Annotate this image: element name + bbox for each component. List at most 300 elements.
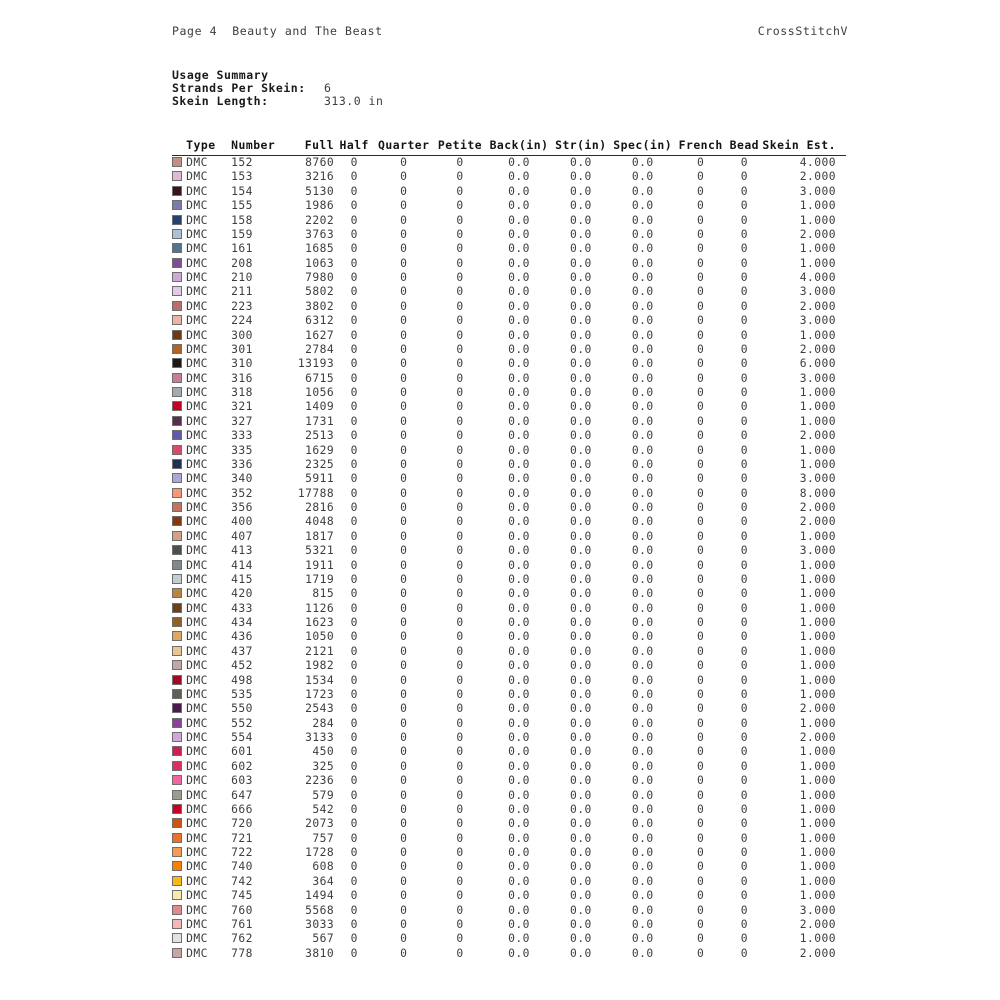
cell-number: 415: [231, 572, 253, 586]
cell-spec: 0.0: [631, 400, 654, 414]
cell-str: 0.0: [569, 673, 592, 687]
cell-french: 0: [697, 946, 705, 960]
cell-half: 0: [350, 759, 358, 773]
cell-full: 1986: [305, 199, 335, 213]
cell-bead: 0: [740, 170, 748, 184]
cell-str: 0.0: [569, 184, 592, 198]
thread-color-swatch-icon: [172, 344, 182, 354]
cell-full: 6715: [305, 371, 335, 385]
cell-back: 0.0: [508, 242, 530, 256]
cell-back: 0.0: [508, 731, 530, 744]
usage-table-head: [172, 138, 846, 156]
cell-quarter: 0: [400, 386, 408, 399]
cell-petite: 0: [456, 256, 464, 270]
cell-bead: 0: [740, 515, 748, 529]
cell-half: 0: [350, 328, 358, 342]
cell-spec: 0.0: [631, 199, 654, 213]
color-swatch-cell: [172, 832, 186, 846]
cell-type: DMC: [186, 328, 208, 342]
thread-color-swatch-icon: [172, 761, 182, 771]
cell-number: 434: [231, 616, 253, 629]
cell-number: 154: [231, 184, 253, 198]
cell-spec: 0.0: [631, 946, 654, 960]
cell-skein-est: 1.000: [799, 716, 836, 730]
cell-full: 2325: [305, 457, 335, 471]
cell-str: 0.0: [569, 846, 592, 859]
cell-str: 0.0: [569, 501, 592, 514]
cell-back: 0.0: [508, 457, 530, 471]
cell-back: 0.0: [508, 572, 530, 586]
cell-quarter: 0: [400, 673, 408, 687]
cell-str: 0.0: [569, 788, 592, 802]
cell-number: 400: [231, 515, 253, 529]
cell-str: 0.0: [569, 328, 592, 342]
cell-number: 356: [231, 501, 253, 514]
cell-type: DMC: [186, 486, 208, 500]
thread-color-swatch-icon: [172, 258, 182, 268]
cell-str: 0.0: [569, 213, 592, 227]
cell-bead: 0: [740, 328, 748, 342]
cell-skein-est: 3.000: [799, 472, 836, 486]
cell-skein-est: 1.000: [799, 889, 836, 903]
cell-str: 0.0: [569, 529, 592, 543]
color-swatch-cell: [172, 400, 186, 414]
cell-petite: 0: [456, 328, 464, 342]
cell-bead: 0: [740, 946, 748, 960]
cell-number: 335: [231, 443, 253, 457]
usage-table-header-row: [172, 138, 846, 156]
cell-skein-est: 2.000: [799, 946, 836, 960]
cell-back: 0.0: [508, 601, 530, 615]
cell-quarter: 0: [400, 558, 408, 572]
cell-number: 316: [231, 371, 253, 385]
cell-petite: 0: [456, 759, 464, 773]
thread-color-swatch-icon: [172, 775, 182, 785]
cell-str: 0.0: [569, 644, 592, 658]
cell-quarter: 0: [400, 817, 408, 831]
thread-color-swatch-icon: [172, 272, 182, 282]
table-row: [172, 257, 846, 271]
thread-color-swatch-icon: [172, 660, 182, 670]
cell-back: 0.0: [508, 659, 530, 673]
thread-color-swatch-icon: [172, 919, 182, 929]
cell-skein-est: 1.000: [799, 443, 836, 457]
cell-bead: 0: [740, 932, 748, 946]
cell-str: 0.0: [569, 472, 592, 486]
cell-petite: 0: [456, 673, 464, 687]
cell-number: 340: [231, 472, 253, 486]
cell-bead: 0: [740, 386, 748, 399]
cell-back: 0.0: [508, 529, 530, 543]
usage-summary-title: Usage Summary: [172, 68, 269, 82]
cell-back: 0.0: [508, 802, 530, 816]
page-header-left: Page 4 Beauty and The Beast: [172, 24, 383, 38]
cell-full: 1982: [305, 659, 335, 673]
table-row: [172, 630, 846, 644]
cell-type: DMC: [186, 644, 208, 658]
table-row: [172, 774, 846, 788]
cell-type: DMC: [186, 846, 208, 859]
cell-back: 0.0: [508, 874, 530, 888]
thread-color-swatch-icon: [172, 847, 182, 857]
thread-color-swatch-icon: [172, 330, 182, 340]
cell-back: 0.0: [508, 946, 530, 960]
cell-quarter: 0: [400, 831, 408, 845]
cell-back: 0.0: [508, 630, 530, 644]
cell-quarter: 0: [400, 414, 408, 428]
cell-petite: 0: [456, 817, 464, 831]
cell-number: 761: [231, 917, 253, 931]
cell-bead: 0: [740, 802, 748, 816]
table-row: [172, 717, 846, 731]
cell-spec: 0.0: [631, 429, 654, 443]
color-swatch-cell: [172, 573, 186, 587]
cell-back: 0.0: [508, 472, 530, 486]
thread-color-swatch-icon: [172, 646, 182, 656]
cell-back: 0.0: [508, 486, 530, 500]
table-row: [172, 400, 846, 414]
cell-str: 0.0: [569, 702, 592, 716]
cell-bead: 0: [740, 486, 748, 500]
cell-number: 161: [231, 242, 253, 256]
cell-number: 535: [231, 687, 253, 701]
cell-half: 0: [350, 544, 358, 558]
cell-petite: 0: [456, 917, 464, 931]
cell-quarter: 0: [400, 874, 408, 888]
cell-type: DMC: [186, 256, 208, 270]
cell-full: 17788: [297, 486, 335, 500]
cell-half: 0: [350, 932, 358, 946]
cell-back: 0.0: [508, 716, 530, 730]
cell-bead: 0: [740, 774, 748, 788]
cell-full: 2513: [305, 429, 335, 443]
cell-number: 336: [231, 457, 253, 471]
cell-back: 0.0: [508, 544, 530, 558]
cell-str: 0.0: [569, 414, 592, 428]
skein-length-label: Skein Length:: [172, 94, 269, 109]
column-header-half: Half: [339, 138, 369, 152]
table-row: [172, 343, 846, 357]
thread-color-swatch-icon: [172, 790, 182, 800]
cell-half: 0: [350, 802, 358, 816]
cell-bead: 0: [740, 357, 748, 371]
cell-half: 0: [350, 630, 358, 644]
cell-half: 0: [350, 314, 358, 328]
cell-number: 601: [231, 745, 253, 759]
thread-color-swatch-icon: [172, 315, 182, 325]
cell-skein-est: 1.000: [799, 673, 836, 687]
color-swatch-cell: [172, 214, 186, 228]
cell-number: 603: [231, 774, 253, 788]
color-swatch-cell: [172, 300, 186, 314]
thread-color-swatch-icon: [172, 617, 182, 627]
cell-bead: 0: [740, 702, 748, 716]
cell-quarter: 0: [400, 529, 408, 543]
cell-bead: 0: [740, 601, 748, 615]
cell-french: 0: [697, 644, 705, 658]
cell-str: 0.0: [569, 774, 592, 788]
cell-bead: 0: [740, 285, 748, 299]
cell-quarter: 0: [400, 299, 408, 313]
cell-number: 452: [231, 659, 253, 673]
cell-back: 0.0: [508, 616, 530, 629]
cell-spec: 0.0: [631, 285, 654, 299]
color-swatch-cell: [172, 170, 186, 184]
thread-color-swatch-icon: [172, 746, 182, 756]
cell-french: 0: [697, 515, 705, 529]
thread-color-swatch-icon: [172, 732, 182, 742]
cell-petite: 0: [456, 616, 464, 629]
cell-skein-est: 1.000: [799, 860, 836, 874]
cell-half: 0: [350, 831, 358, 845]
cell-spec: 0.0: [631, 774, 654, 788]
color-swatch-cell: [172, 947, 186, 961]
cell-bead: 0: [740, 342, 748, 356]
cell-half: 0: [350, 889, 358, 903]
cell-half: 0: [350, 342, 358, 356]
cell-petite: 0: [456, 271, 464, 284]
cell-quarter: 0: [400, 199, 408, 213]
cell-full: 2543: [305, 702, 335, 716]
cell-half: 0: [350, 472, 358, 486]
table-row: [172, 659, 846, 673]
cell-type: DMC: [186, 702, 208, 716]
cell-half: 0: [350, 156, 358, 169]
cell-bead: 0: [740, 242, 748, 256]
cell-skein-est: 1.000: [799, 414, 836, 428]
color-swatch-cell: [172, 889, 186, 903]
cell-full: 1050: [305, 630, 335, 644]
cell-bead: 0: [740, 443, 748, 457]
cell-bead: 0: [740, 745, 748, 759]
cell-str: 0.0: [569, 299, 592, 313]
cell-type: DMC: [186, 860, 208, 874]
cell-quarter: 0: [400, 702, 408, 716]
cell-full: 5911: [305, 472, 335, 486]
cell-number: 778: [231, 946, 253, 960]
cell-full: 3763: [305, 227, 335, 241]
table-row: [172, 214, 846, 228]
cell-half: 0: [350, 572, 358, 586]
cell-quarter: 0: [400, 946, 408, 960]
color-swatch-cell: [172, 444, 186, 458]
cell-back: 0.0: [508, 846, 530, 859]
cell-number: 436: [231, 630, 253, 644]
cell-full: 1534: [305, 673, 335, 687]
cell-full: 1731: [305, 414, 335, 428]
cell-petite: 0: [456, 501, 464, 514]
cell-type: DMC: [186, 386, 208, 399]
cell-skein-est: 1.000: [799, 256, 836, 270]
color-swatch-cell: [172, 674, 186, 688]
cell-back: 0.0: [508, 386, 530, 399]
cell-french: 0: [697, 544, 705, 558]
cell-petite: 0: [456, 932, 464, 946]
cell-quarter: 0: [400, 601, 408, 615]
cell-number: 721: [231, 831, 253, 845]
cell-full: 1056: [305, 386, 335, 399]
color-swatch-cell: [172, 199, 186, 213]
thread-color-swatch-icon: [172, 488, 182, 498]
column-header-french: French: [678, 138, 723, 152]
cell-str: 0.0: [569, 443, 592, 457]
cell-back: 0.0: [508, 501, 530, 514]
cell-str: 0.0: [569, 802, 592, 816]
cell-full: 325: [312, 759, 335, 773]
cell-full: 2202: [305, 213, 335, 227]
cell-full: 450: [312, 745, 335, 759]
cell-french: 0: [697, 400, 705, 414]
cell-petite: 0: [456, 889, 464, 903]
thread-color-swatch-icon: [172, 631, 182, 641]
table-row: [172, 932, 846, 946]
cell-number: 159: [231, 227, 253, 241]
column-header-back: Back(in): [489, 138, 549, 152]
cell-back: 0.0: [508, 443, 530, 457]
cell-str: 0.0: [569, 242, 592, 256]
color-swatch-cell: [172, 156, 186, 171]
cell-full: 579: [312, 788, 335, 802]
color-swatch-cell: [172, 702, 186, 716]
color-swatch-cell: [172, 731, 186, 745]
cell-bead: 0: [740, 227, 748, 241]
cell-french: 0: [697, 659, 705, 673]
cell-number: 224: [231, 314, 253, 328]
color-swatch-cell: [172, 329, 186, 343]
cell-skein-est: 1.000: [799, 587, 836, 601]
cell-spec: 0.0: [631, 156, 654, 169]
thread-color-swatch-icon: [172, 948, 182, 958]
thread-color-swatch-icon: [172, 574, 182, 584]
cell-petite: 0: [456, 529, 464, 543]
color-swatch-cell: [172, 372, 186, 386]
cell-skein-est: 1.000: [799, 400, 836, 414]
color-swatch-cell: [172, 185, 186, 199]
cell-quarter: 0: [400, 213, 408, 227]
cell-number: 602: [231, 759, 253, 773]
cell-str: 0.0: [569, 170, 592, 184]
table-row: [172, 170, 846, 184]
cell-french: 0: [697, 457, 705, 471]
cell-number: 300: [231, 328, 253, 342]
cell-type: DMC: [186, 529, 208, 543]
cell-type: DMC: [186, 213, 208, 227]
thread-color-swatch-icon: [172, 186, 182, 196]
cell-str: 0.0: [569, 429, 592, 443]
cell-spec: 0.0: [631, 630, 654, 644]
cell-number: 153: [231, 170, 253, 184]
cell-french: 0: [697, 932, 705, 946]
thread-color-swatch-icon: [172, 473, 182, 483]
cell-type: DMC: [186, 429, 208, 443]
cell-petite: 0: [456, 587, 464, 601]
usage-summary-block: [172, 69, 383, 109]
cell-skein-est: 3.000: [799, 903, 836, 917]
cell-str: 0.0: [569, 917, 592, 931]
cell-french: 0: [697, 630, 705, 644]
cell-type: DMC: [186, 716, 208, 730]
cell-number: 498: [231, 673, 253, 687]
cell-full: 2121: [305, 644, 335, 658]
cell-french: 0: [697, 817, 705, 831]
cell-petite: 0: [456, 946, 464, 960]
color-swatch-cell: [172, 860, 186, 874]
cell-bead: 0: [740, 846, 748, 859]
cell-type: DMC: [186, 156, 208, 169]
cell-full: 757: [312, 831, 335, 845]
cell-str: 0.0: [569, 572, 592, 586]
thread-color-swatch-icon: [172, 459, 182, 469]
color-swatch-cell: [172, 904, 186, 918]
color-swatch-cell: [172, 242, 186, 256]
cell-petite: 0: [456, 903, 464, 917]
cell-french: 0: [697, 846, 705, 859]
thread-color-swatch-icon: [172, 358, 182, 368]
color-swatch-cell: [172, 846, 186, 860]
cell-french: 0: [697, 889, 705, 903]
cell-bead: 0: [740, 558, 748, 572]
cell-petite: 0: [456, 745, 464, 759]
thread-color-swatch-icon: [172, 301, 182, 311]
cell-french: 0: [697, 917, 705, 931]
color-swatch-cell: [172, 357, 186, 371]
cell-french: 0: [697, 788, 705, 802]
cell-number: 158: [231, 213, 253, 227]
cell-bead: 0: [740, 472, 748, 486]
cell-french: 0: [697, 472, 705, 486]
table-row: [172, 674, 846, 688]
table-row: [172, 889, 846, 903]
cell-number: 740: [231, 860, 253, 874]
table-row: [172, 357, 846, 371]
skein-length-value: 313.0 in: [324, 94, 384, 109]
cell-str: 0.0: [569, 759, 592, 773]
cell-full: 1911: [305, 558, 335, 572]
thread-color-swatch-icon: [172, 286, 182, 296]
cell-french: 0: [697, 213, 705, 227]
thread-color-swatch-icon: [172, 804, 182, 814]
table-row: [172, 386, 846, 400]
color-swatch-cell: [172, 228, 186, 242]
cell-quarter: 0: [400, 616, 408, 629]
table-row: [172, 300, 846, 314]
cell-spec: 0.0: [631, 874, 654, 888]
cell-bead: 0: [740, 831, 748, 845]
cell-skein-est: 8.000: [799, 486, 836, 500]
cell-spec: 0.0: [631, 572, 654, 586]
cell-skein-est: 1.000: [799, 874, 836, 888]
cell-type: DMC: [186, 874, 208, 888]
cell-half: 0: [350, 673, 358, 687]
cell-bead: 0: [740, 199, 748, 213]
cell-bead: 0: [740, 673, 748, 687]
cell-bead: 0: [740, 271, 748, 284]
cell-str: 0.0: [569, 342, 592, 356]
thread-color-swatch-icon: [172, 588, 182, 598]
cell-type: DMC: [186, 242, 208, 256]
cell-skein-est: 3.000: [799, 285, 836, 299]
cell-full: 1719: [305, 572, 335, 586]
cell-spec: 0.0: [631, 314, 654, 328]
cell-str: 0.0: [569, 271, 592, 284]
column-header-quarter: Quarter: [378, 138, 430, 152]
usage-table-container: [172, 138, 846, 961]
cell-skein-est: 1.000: [799, 213, 836, 227]
cell-type: DMC: [186, 817, 208, 831]
cell-full: 1494: [305, 889, 335, 903]
cell-spec: 0.0: [631, 256, 654, 270]
cell-number: 352: [231, 486, 253, 500]
